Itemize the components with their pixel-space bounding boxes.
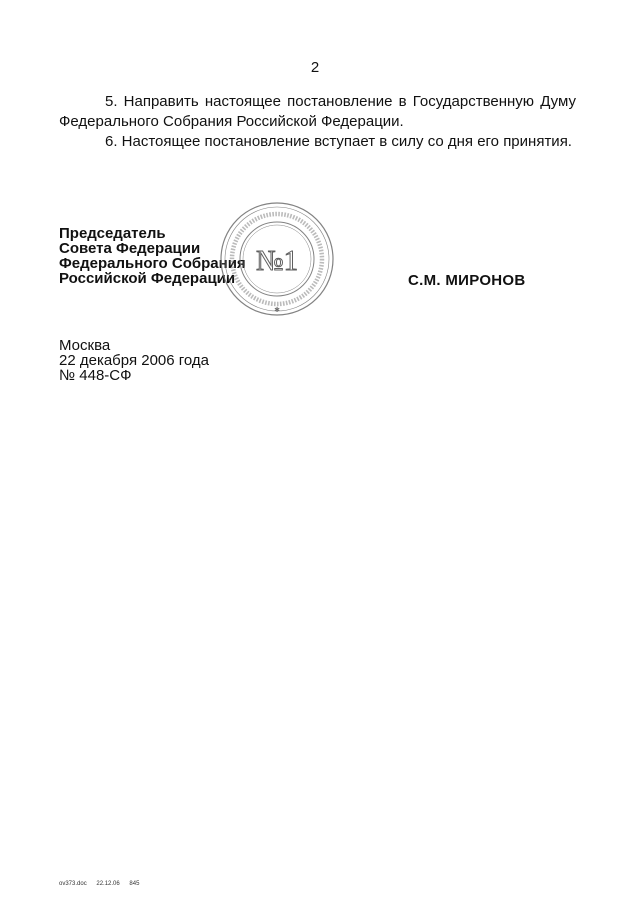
signatory-title-line: Российской Федерации [59, 270, 236, 287]
seal-star: ✱ [274, 306, 280, 314]
paragraph-5 [59, 92, 576, 132]
signatory-title-line: Совета Федерации [59, 240, 201, 257]
signatory-title-line: Председатель [59, 225, 166, 242]
page-number: 2 [310, 59, 320, 76]
issue-details [59, 338, 209, 383]
official-seal [218, 200, 336, 318]
paragraph-6 [59, 132, 576, 152]
signatory-title-line: Федерального Собрания [59, 255, 246, 272]
footer-date: 22.12.06 [96, 881, 120, 887]
paragraph-5-text: 5. Направить настоящее постановление в Государственную Думу Федерального Собрания Российской Федерации. [59, 93, 576, 130]
footer-file: ov373.doc [59, 881, 87, 887]
document-number: № 448-СФ [59, 367, 132, 384]
footer-code: 845 [129, 881, 140, 887]
paragraph-6-text: 6. Настоящее постановление вступает в силу со дня его принятия. [105, 133, 572, 150]
seal-number: №1 [255, 245, 299, 277]
issue-city: Москва [59, 337, 111, 354]
signatory-name: С.М. МИРОНОВ [408, 272, 526, 289]
footer-metadata [59, 881, 147, 887]
issue-date: 22 декабря 2006 года [59, 352, 210, 369]
